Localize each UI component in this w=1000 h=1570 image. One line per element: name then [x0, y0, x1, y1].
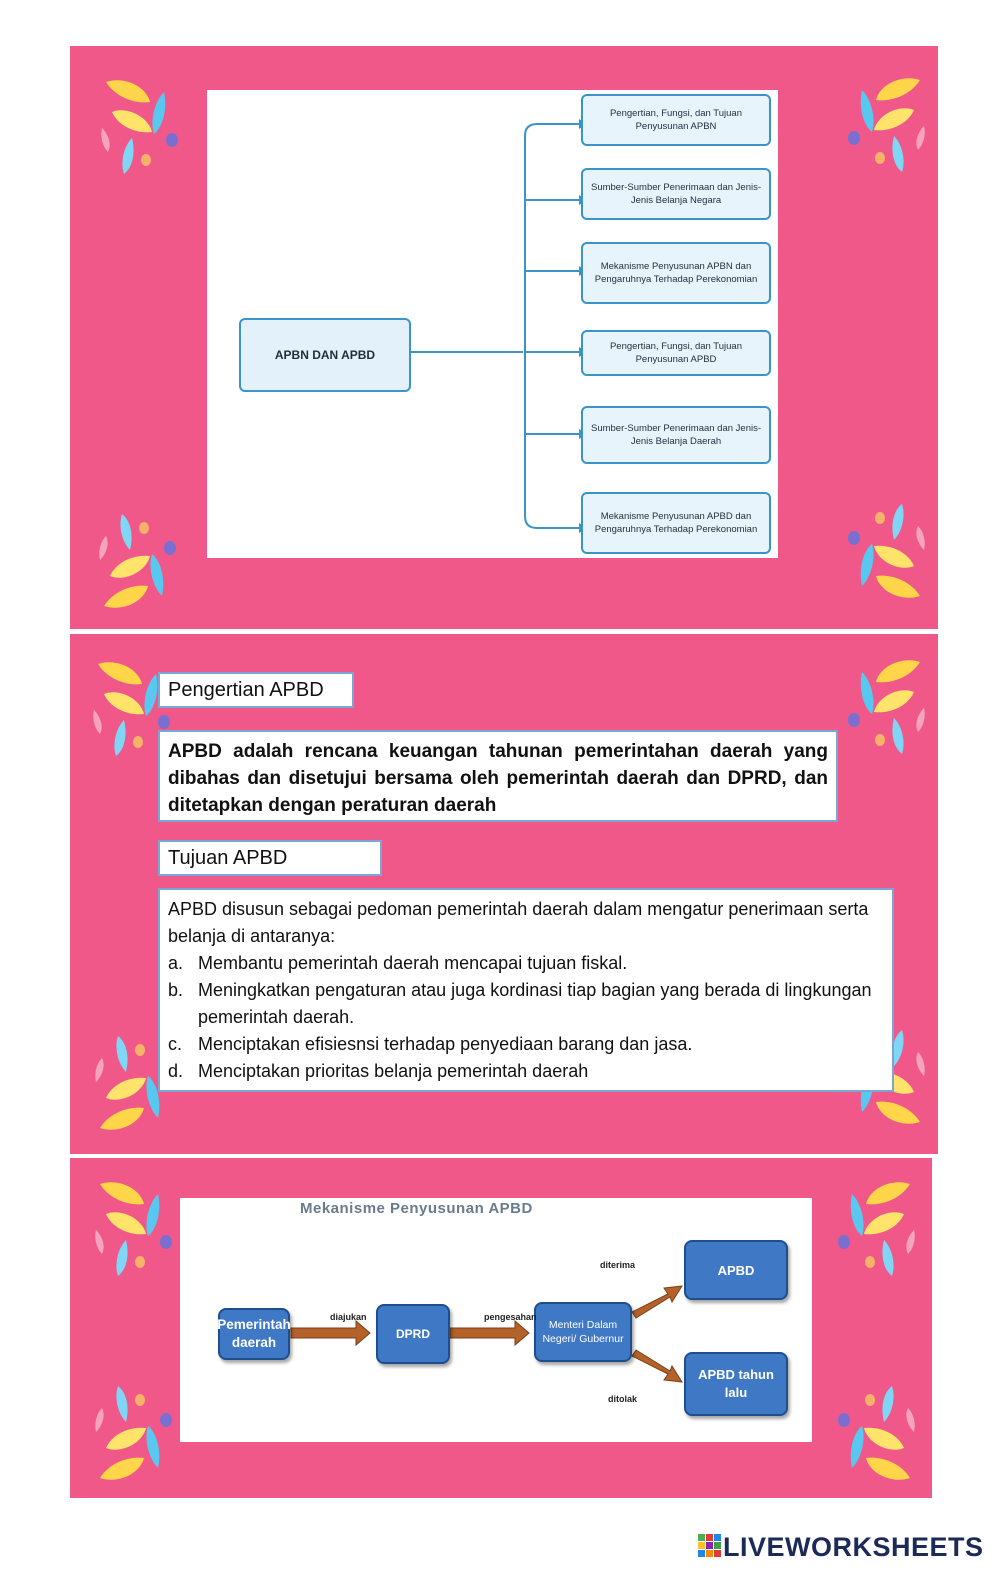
splash-decoration: [86, 62, 216, 192]
flow-label-diajukan: diajukan: [330, 1312, 367, 1322]
splash-decoration: [810, 486, 938, 616]
flow-box-pemerintah: Pemerintah daerah: [218, 1308, 290, 1360]
splash-decoration: [800, 1368, 930, 1498]
flow-label-pengesahan: pengesahan: [484, 1312, 537, 1322]
liveworksheets-logo-icon: [697, 1533, 723, 1561]
flow-label-diterima: diterima: [600, 1260, 636, 1270]
goal-marker: b.: [168, 980, 184, 1000]
slide-definition: [70, 634, 938, 1154]
goal-item: [168, 977, 884, 1031]
mind-map-node: Mekanisme Penyusunan APBN dan Pengaruhnya Terhadap Perekonomian: [581, 242, 771, 304]
flow-box-apbd: APBD: [684, 1240, 788, 1300]
goal-marker: d.: [168, 1061, 184, 1081]
goal-heading: Tujuan APBD: [158, 840, 382, 876]
mind-map-node: Mekanisme Penyusunan APBD dan Pengaruhnya Terhadap Perekonomian: [581, 492, 771, 554]
mind-map-root: APBN DAN APBD: [239, 318, 411, 392]
flow-box-dprd: DPRD: [376, 1304, 450, 1364]
definition-heading: Pengertian APBD: [158, 672, 354, 708]
flow-box-menteri: Menteri Dalam Negeri/ Gubernur: [534, 1302, 632, 1362]
flow-box-apbd-lalu: APBD tahun lalu: [684, 1352, 788, 1416]
brand-logo[interactable]: [697, 1531, 984, 1563]
splash-decoration: [800, 1164, 930, 1294]
slide-mechanism: [70, 1158, 932, 1498]
goal-text: Menciptakan efisiesnsi terhadap penyediaan barang dan jasa.: [198, 1034, 693, 1054]
goal-text: Meningkatkan pengaturan atau juga kordinasi tiap bagian yang berada di lingkungan pemerintah daerah.: [198, 980, 872, 1027]
splash-decoration: [84, 496, 214, 626]
definition-text: APBD adalah rencana keuangan tahunan pemerintahan daerah yang dibahas dan disetujui bersama oleh pemerintah daerah dan DPRD, dan ditetapkan dengan peraturan daerah: [158, 730, 838, 822]
goal-text: Menciptakan prioritas belanja pemerintah daerah: [198, 1061, 589, 1081]
mind-map-node: Pengertian, Fungsi, dan Tujuan Penyusunan APBD: [581, 330, 771, 376]
goal-intro: APBD disusun sebagai pedoman pemerintah daerah dalam mengatur penerimaan serta belanja di antaranya:: [168, 899, 869, 946]
goal-item: [168, 1058, 884, 1085]
goal-box: [158, 888, 894, 1092]
splash-decoration: [810, 60, 938, 190]
goal-marker: a.: [168, 953, 184, 973]
brand-name: LIVEWORKSHEETS: [723, 1531, 984, 1562]
mind-map-panel: [207, 90, 778, 558]
mind-map-node: Pengertian, Fungsi, dan Tujuan Penyusunan APBN: [581, 94, 771, 146]
mind-map-node: Sumber-Sumber Penerimaan dan Jenis-Jenis Belanja Daerah: [581, 406, 771, 464]
goal-marker: c.: [168, 1034, 183, 1054]
goal-text: Membantu pemerintah daerah mencapai tujuan fiskal.: [198, 953, 628, 973]
flow-panel: [180, 1198, 812, 1442]
goal-item: [168, 1031, 884, 1058]
flow-title: Mekanisme Penyusunan APBD: [300, 1200, 533, 1217]
goal-list: [168, 950, 884, 1085]
goal-item: [168, 950, 884, 977]
slide-mind-map: [70, 46, 938, 629]
mind-map-node: Sumber-Sumber Penerimaan dan Jenis-Jenis Belanja Negara: [581, 168, 771, 220]
flow-label-ditolak: ditolak: [608, 1394, 638, 1404]
